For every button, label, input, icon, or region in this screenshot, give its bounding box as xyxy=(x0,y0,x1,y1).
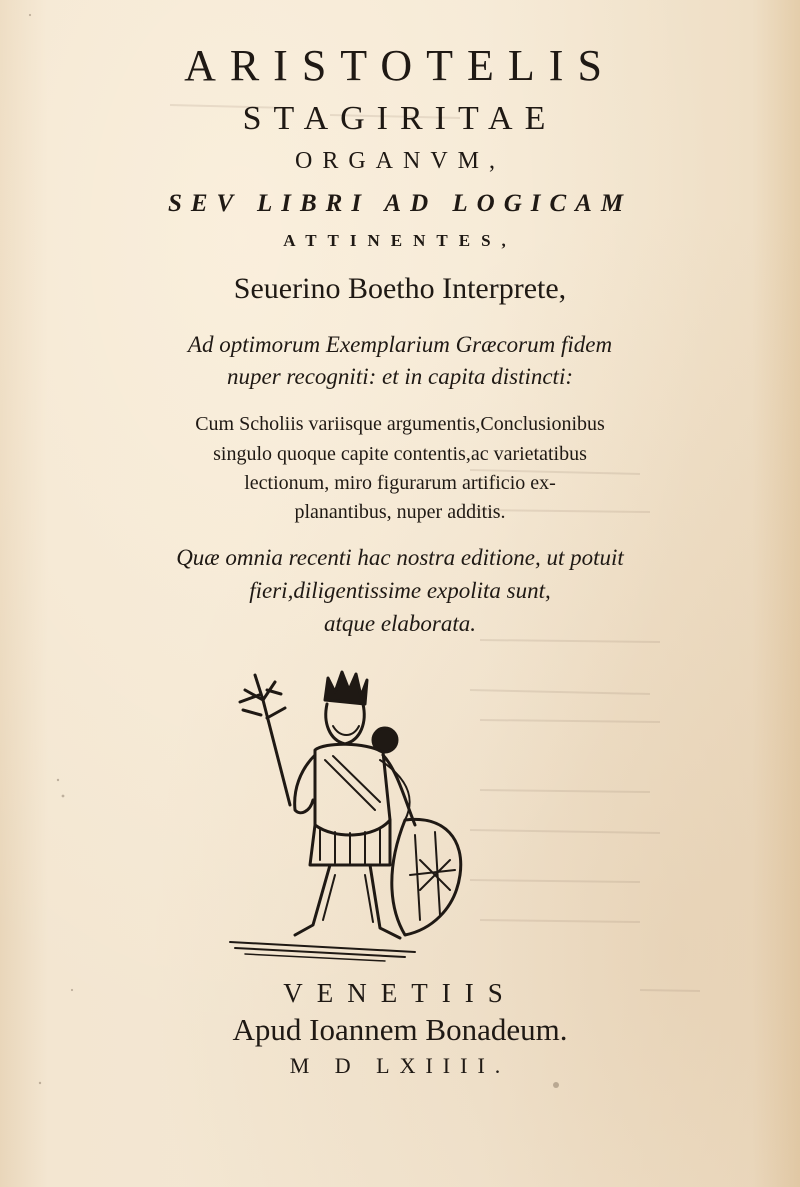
closing-line-3: atque elaborata. xyxy=(323,611,477,636)
subtitle-continuation: ATTINENTES, xyxy=(283,231,517,250)
additions-line-1: Cum Scholiis variisque argumentis,Conclusionibus xyxy=(195,413,605,435)
additions-line-4: planantibus, nuper additis. xyxy=(294,501,506,523)
author-origin: STAGIRITAE xyxy=(242,100,558,137)
edition-note-line-2: nuper recogniti: et in capita distincti: xyxy=(227,364,573,389)
closing-line-1: Quæ omnia recenti hac nostra editione, ut potuit xyxy=(176,545,624,570)
imprint-printer: Apud Ioannem Bonadeum. xyxy=(232,1012,568,1047)
imprint-year: M D LXIIII. xyxy=(289,1053,511,1078)
work-title: ORGANVM, xyxy=(294,148,505,174)
author-name: ARISTOTELIS xyxy=(184,41,616,90)
closing-line-2: fieri,diligentissime expolita sunt, xyxy=(249,578,551,603)
imprint-place: VENETIIS xyxy=(283,978,517,1008)
additions-line-3: lectionum, miro figurarum artificio ex- xyxy=(244,472,556,494)
warrior-with-shield-woodcut-icon xyxy=(215,660,485,970)
edition-note-line-1: Ad optimorum Exemplarium Græcorum fidem xyxy=(187,332,613,357)
subtitle: SEV LIBRI AD LOGICAM xyxy=(167,190,633,217)
translator-line: Seuerino Boetho Interprete, xyxy=(233,272,567,305)
additions-line-2: singulo quoque capite contentis,ac varietatibus xyxy=(213,443,587,465)
